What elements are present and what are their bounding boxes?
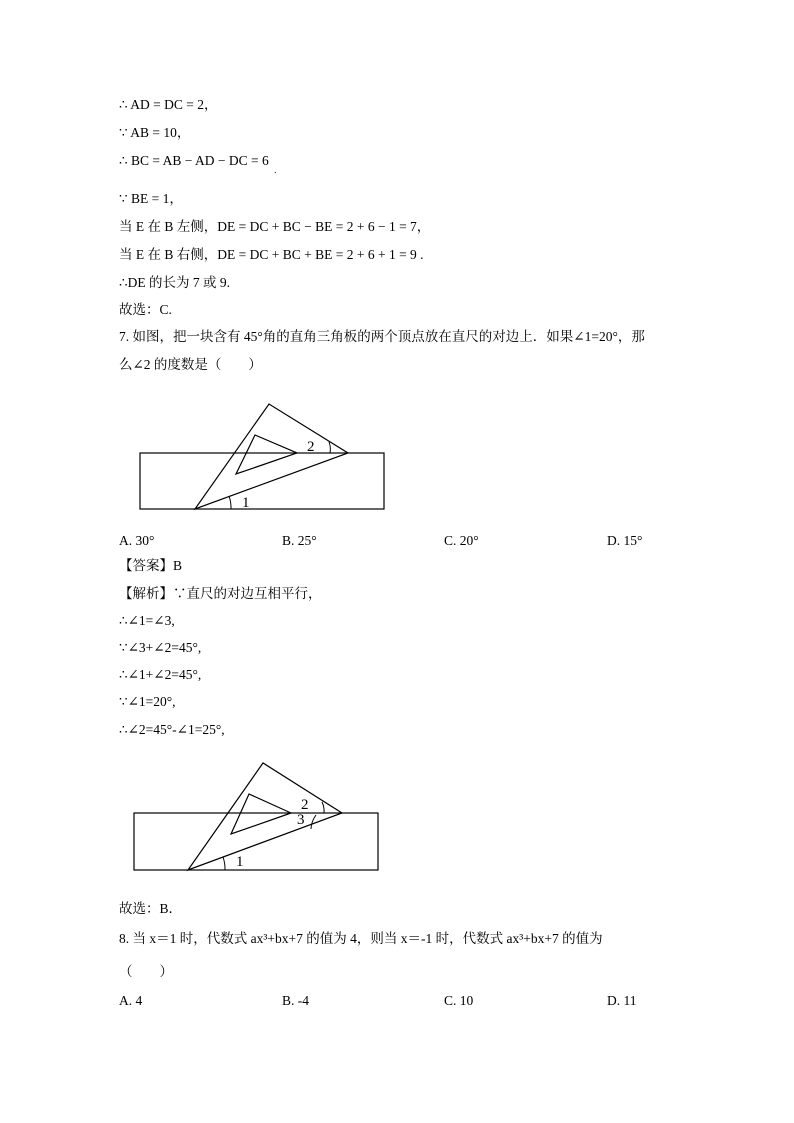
q7-choice: 故选：B． [119,901,183,916]
q7-figure-2 [130,758,382,878]
angle-1-label: 1 [242,495,250,511]
set-square-outer [195,404,348,509]
q7-stem-line-2: 么∠2 的度数是（ ） [119,357,262,372]
q7-figure-1 [136,398,388,518]
angle-1-label-2: 1 [236,854,244,870]
solution-line-7: ∴DE 的长为 7 或 9. [119,275,230,290]
angle-2-arc-2 [322,802,324,813]
angle-3-arc-2 [311,815,316,829]
q8-stem-line-2: （ ） [119,964,173,979]
solution-line-5: 当 E 在 B 左侧，DE = DC + BC − BE = 2 + 6 − 1 = 7， [119,219,431,234]
solution-line-2: ∵ AB = 10， [119,125,191,140]
q7-answer: 【答案】B [119,558,183,573]
q8-option-a[interactable]: A. 4 [119,993,143,1008]
angle-3-label-2: 3 [297,812,305,828]
q7-analysis-6: ∴∠2=45°-∠1=25°, [119,722,225,737]
solution-line-1: ∴ AD = DC = 2， [119,97,218,112]
q8-option-c[interactable]: C. 10 [444,993,474,1008]
angle-2-label: 2 [307,439,315,455]
solution-line-8: 故选：C. [119,302,172,317]
set-square-inner-2 [231,794,291,834]
q7-option-a[interactable]: A. 30° [119,533,155,548]
solution-line-3 [119,152,277,175]
ruler-triangle-diagram-2 [130,758,382,874]
q7-analysis-4: ∴∠1+∠2=45°, [119,667,202,682]
set-square-outer-2 [188,763,342,870]
q7-analysis-5: ∵∠1=20°, [119,694,176,709]
q7-analysis-2: ∴∠1=∠3, [119,613,175,628]
solution-line-6: 当 E 在 B 右侧，DE = DC + BC + BE = 2 + 6 + 1 = 9 . [119,247,424,262]
ruler-rect [140,453,384,509]
angle-2-arc [329,442,330,453]
ruler-rect-2 [134,813,378,870]
q8-option-d[interactable]: D. 11 [607,993,637,1008]
q7-stem-line-1: 7. 如图，把一块含有 45°角的直角三角板的两个顶点放在直尺的对边上．如果∠1=20°，那 [119,329,645,344]
solution-line-3-tail: . [274,165,277,175]
q7-option-d[interactable]: D. 15° [607,533,643,548]
angle-1-arc [229,496,231,509]
ruler-triangle-diagram-1 [136,398,388,514]
angle-2-label-2: 2 [301,797,309,813]
q7-analysis-1: 【解析】∵直尺的对边互相平行， [119,586,322,601]
q7-option-b[interactable]: B. 25° [282,533,317,548]
solution-line-4: ∵ BE = 1， [119,191,183,206]
solution-line-3-main: ∴ BC = AB − AD − DC = 6 [119,153,269,168]
set-square-inner [236,435,297,474]
q7-analysis-3: ∵∠3+∠2=45°, [119,640,202,655]
angle-1-arc-2 [223,857,225,870]
q7-option-c[interactable]: C. 20° [444,533,479,548]
q8-option-b[interactable]: B. -4 [282,993,309,1008]
q8-stem-line-1: 8. 当 x＝1 时，代数式 ax³+bx+7 的值为 4，则当 x＝-1 时，代数式 ax³+bx+7 的值为 [119,931,603,946]
